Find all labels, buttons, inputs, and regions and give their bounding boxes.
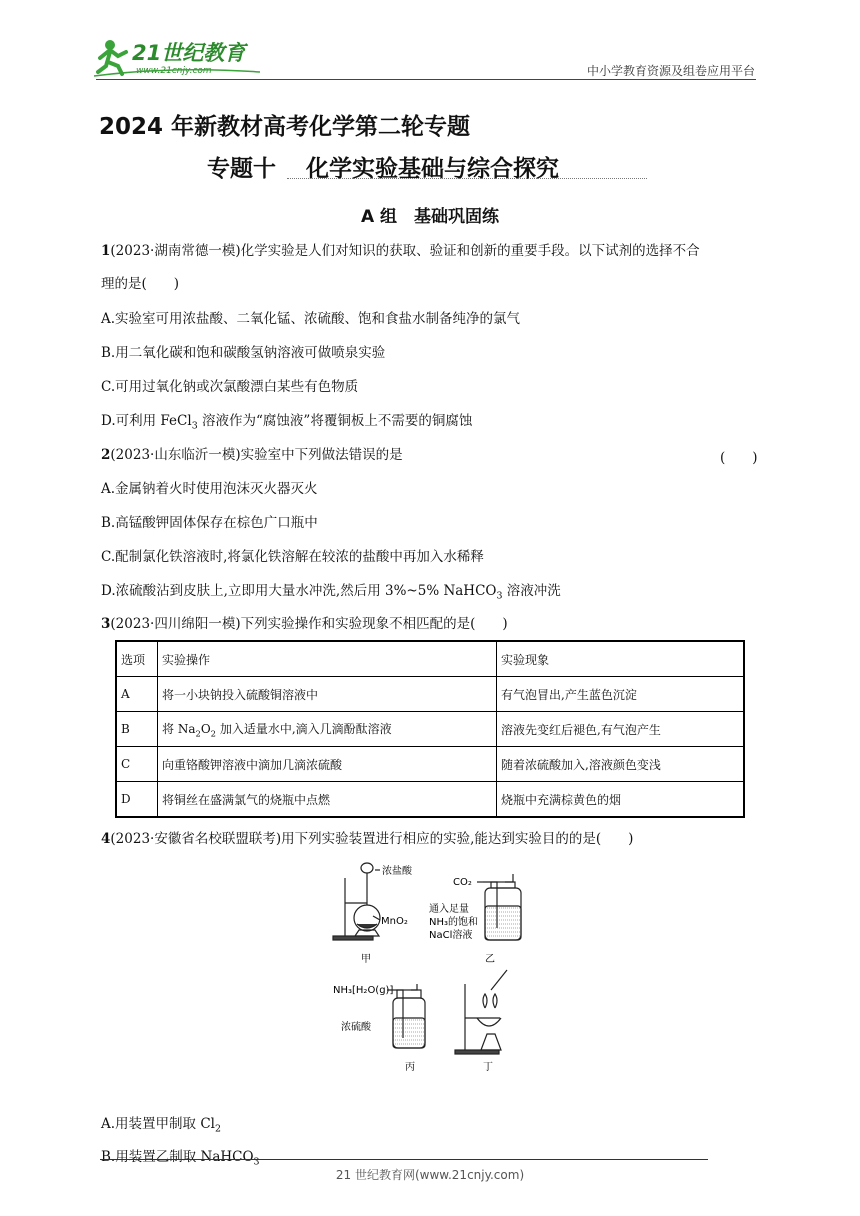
table-header-row xyxy=(116,641,744,677)
q1-num: 1 xyxy=(101,243,111,259)
table-cell: D xyxy=(116,782,158,818)
apparatus-figure xyxy=(325,858,540,1093)
q4-option-a xyxy=(101,1115,221,1139)
topic-name: 化学实验基础与综合探究 xyxy=(306,156,559,182)
q4-source: (2023·安徽省名校联盟联考) xyxy=(110,831,282,847)
cell-part: O xyxy=(200,721,211,736)
logo-url: www.21cnjy.com xyxy=(136,66,212,76)
q4-stem xyxy=(101,830,633,848)
label-co2: CO₂ xyxy=(453,877,472,888)
topic-prefix: 专题十 xyxy=(207,156,276,182)
header-divider xyxy=(96,79,756,80)
table-row xyxy=(116,782,744,818)
table-header: 选项 xyxy=(116,641,158,677)
q1-option-d xyxy=(101,412,472,436)
q2-stem xyxy=(101,446,403,464)
table-cell: 向重铬酸钾溶液中滴加几滴浓硫酸 xyxy=(158,747,497,782)
q4-a-pre: A.用装置甲制取 Cl xyxy=(101,1116,215,1132)
table-cell: 将铜丝在盛满氯气的烧瓶中点燃 xyxy=(158,782,497,818)
q2-d-pre: D.浓硫酸沾到皮肤上,立即用大量水冲洗,然后用 3%~5% NaHCO xyxy=(101,583,497,599)
table-cell: 烧瓶中充满棕黄色的烟 xyxy=(497,782,745,818)
q4-num: 4 xyxy=(101,831,111,847)
q2-answer-paren: ( ) xyxy=(720,450,758,466)
q2-option-d xyxy=(101,582,561,606)
group-title: A 组 基础巩固练 xyxy=(360,207,500,227)
cell-sub: 2 xyxy=(195,728,201,739)
table-header: 实验操作 xyxy=(158,641,497,677)
q2-option-b: B.高锰酸钾固体保存在棕色广口瓶中 xyxy=(101,515,318,531)
q1-stem-b: 理的是( ) xyxy=(101,276,180,292)
table-cell: 有气泡冒出,产生蓝色沉淀 xyxy=(497,677,745,712)
q1-d-pre: D.可利用 FeCl xyxy=(101,413,192,429)
table-row xyxy=(116,712,744,747)
q3-table xyxy=(115,640,745,818)
q4-a-sub: 2 xyxy=(214,1123,221,1135)
q2-num: 2 xyxy=(101,447,111,463)
q3-source: (2023·四川绵阳一模) xyxy=(110,616,241,632)
label-nh3: NH₃[H₂O(g)] xyxy=(333,985,394,996)
label-bing: 丙 xyxy=(405,1062,415,1073)
q2-source: (2023·山东临沂一模) xyxy=(110,447,241,463)
q2-d-post: 溶液冲洗 xyxy=(502,583,561,599)
table-row xyxy=(116,747,744,782)
cell-part: 加入适量水中,滴入几滴酚酞溶液 xyxy=(216,721,392,736)
label-yi: 乙 xyxy=(485,954,495,965)
label-hcl: 浓盐酸 xyxy=(382,866,412,877)
q1-stem xyxy=(101,242,700,260)
q1-source: (2023·湖南常德一模) xyxy=(110,243,241,259)
q4-b-pre: B.用装置乙制取 NaHCO xyxy=(101,1149,254,1165)
label-mno2: MnO₂ xyxy=(381,916,408,927)
cell-sub: 2 xyxy=(210,728,217,739)
platform-name: 中小学教育资源及组卷应用平台 xyxy=(586,64,755,78)
q3-stem-text: 下列实验操作和实验现象不相匹配的是( ) xyxy=(240,616,508,632)
q1-d-sub: 3 xyxy=(191,420,198,432)
label-jia: 甲 xyxy=(361,954,371,965)
label-h2so4: 浓硫酸 xyxy=(341,1022,371,1033)
table-cell: 将一小块钠投入硫酸铜溶液中 xyxy=(158,677,497,712)
q4-b-sub: 3 xyxy=(253,1156,260,1168)
table-cell: B xyxy=(116,712,158,747)
q1-d-post: 溶液作为“腐蚀液”将覆铜板上不需要的铜腐蚀 xyxy=(197,413,473,429)
table-cell: 随着浓硫酸加入,溶液颜色变浅 xyxy=(497,747,745,782)
table-cell: 溶液先变红后褪色,有气泡产生 xyxy=(497,712,745,747)
q2-option-c: C.配制氯化铁溶液时,将氯化铁溶解在较浓的盐酸中再加入水稀释 xyxy=(101,549,484,565)
table-row xyxy=(116,677,744,712)
table-cell xyxy=(158,712,497,747)
q2-stem-text: 实验室中下列做法错误的是 xyxy=(240,447,403,463)
cell-part: 将 Na xyxy=(162,721,196,736)
q1-option-b: B.用二氧化碳和饱和碳酸氢钠溶液可做喷泉实验 xyxy=(101,345,386,361)
table-cell: A xyxy=(116,677,158,712)
q4-stem-text: 用下列实验装置进行相应的实验,能达到实验目的的是( ) xyxy=(281,831,634,847)
topic-underline xyxy=(287,178,647,179)
apparatus-ding xyxy=(455,970,507,1054)
site-logo xyxy=(92,36,262,78)
apparatus-yi xyxy=(477,874,521,940)
footer-text: 21 世纪教育网(www.21cnjy.com) xyxy=(335,1168,525,1182)
q3-num: 3 xyxy=(101,616,111,632)
logo-text: 21世纪教育 xyxy=(132,41,246,65)
q1-stem-a: 化学实验是人们对知识的获取、验证和创新的重要手段。以下试剂的选择不合 xyxy=(240,243,700,259)
footer-divider xyxy=(100,1159,708,1160)
label-yi-2: NH₃的饱和 xyxy=(429,917,479,928)
q1-option-a: A.实验室可用浓盐酸、二氧化锰、浓硫酸、饱和食盐水制备纯净的氯气 xyxy=(101,311,521,327)
q2-option-a: A.金属钠着火时使用泡沫灭火器灭火 xyxy=(101,481,318,497)
label-ding: 丁 xyxy=(483,1062,493,1073)
table-header: 实验现象 xyxy=(497,641,745,677)
apparatus-jia xyxy=(333,863,380,940)
table-cell: C xyxy=(116,747,158,782)
q1-option-c: C.可用过氧化钠或次氯酸漂白某些有色物质 xyxy=(101,379,359,395)
runner-icon xyxy=(98,40,126,74)
label-yi-3: NaCl溶液 xyxy=(429,930,473,941)
doc-title: 2024 年新教材高考化学第二轮专题 xyxy=(99,114,471,140)
q3-stem xyxy=(101,615,508,633)
q2-d-sub: 3 xyxy=(496,590,503,602)
label-yi-1: 通入足量 xyxy=(429,904,469,915)
